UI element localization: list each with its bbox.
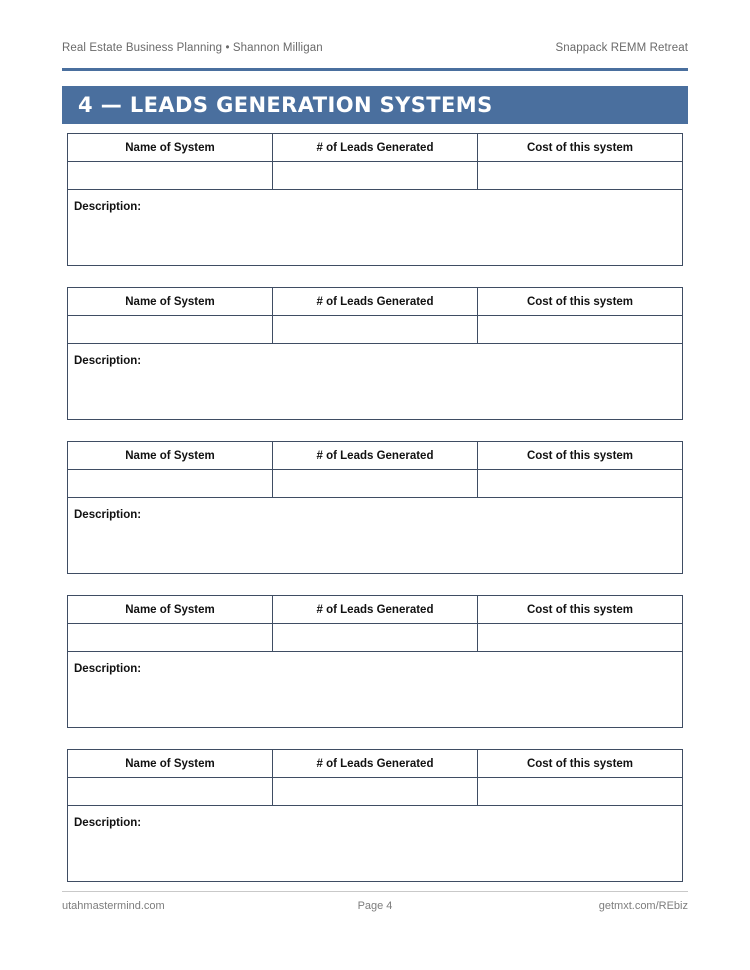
table-input-row[interactable]: [67, 623, 683, 652]
description-field[interactable]: [67, 806, 683, 882]
header-right-text: Snappack REMM Retreat: [555, 42, 688, 54]
table-input-row[interactable]: [67, 469, 683, 498]
column-header-leads-generated: # of Leads Generated: [273, 442, 478, 469]
input-cost[interactable]: [478, 316, 682, 343]
column-header-leads-generated: # of Leads Generated: [273, 596, 478, 623]
description-label: Description:: [74, 663, 142, 675]
input-cost[interactable]: [478, 778, 682, 805]
table-header-row: [67, 749, 683, 777]
table-input-row[interactable]: [67, 315, 683, 344]
column-header-name-of-system: Name of System: [68, 288, 273, 315]
input-name-of-system[interactable]: [68, 778, 273, 805]
page-content: [62, 0, 688, 970]
column-header-name-of-system: Name of System: [68, 442, 273, 469]
input-leads-generated[interactable]: [273, 624, 478, 651]
page-header: [62, 42, 688, 68]
footer-left-link[interactable]: utahmastermind.com: [62, 900, 165, 912]
table-header-row: [67, 595, 683, 623]
column-header-name-of-system: Name of System: [68, 134, 273, 161]
column-header-leads-generated: # of Leads Generated: [273, 288, 478, 315]
description-label: Description:: [74, 509, 142, 521]
footer-page-number: Page 4: [357, 900, 393, 912]
column-header-cost: Cost of this system: [526, 141, 634, 154]
column-header-cost: Cost of this system: [526, 449, 634, 462]
column-header-cost: Cost of this system: [526, 757, 634, 770]
leads-systems-list: [67, 133, 683, 903]
input-leads-generated[interactable]: [273, 316, 478, 343]
table-header-row: [67, 441, 683, 469]
section-title-bar: [62, 86, 688, 124]
input-name-of-system[interactable]: [68, 470, 273, 497]
input-name-of-system[interactable]: [68, 624, 273, 651]
input-leads-generated[interactable]: [273, 162, 478, 189]
table-input-row[interactable]: [67, 777, 683, 806]
header-left-text: Real Estate Business Planning • Shannon Milligan: [62, 42, 323, 54]
column-header-cost: Cost of this system: [526, 603, 634, 616]
input-cost[interactable]: [478, 624, 682, 651]
input-cost[interactable]: [478, 470, 682, 497]
description-field[interactable]: [67, 652, 683, 728]
footer-divider: [62, 891, 688, 892]
description-label: Description:: [74, 201, 142, 213]
input-leads-generated[interactable]: [273, 470, 478, 497]
table-header-row: [67, 133, 683, 161]
column-header-leads-generated: # of Leads Generated: [273, 134, 478, 161]
description-field[interactable]: [67, 190, 683, 266]
input-name-of-system[interactable]: [68, 316, 273, 343]
lead-system-block: [67, 287, 683, 420]
lead-system-block: [67, 749, 683, 882]
lead-system-block: [67, 133, 683, 266]
column-header-leads-generated: # of Leads Generated: [273, 750, 478, 777]
input-cost[interactable]: [478, 162, 682, 189]
header-divider: [62, 68, 688, 71]
column-header-cost: Cost of this system: [526, 295, 634, 308]
lead-system-block: [67, 595, 683, 728]
page-footer: [62, 900, 688, 920]
column-header-name-of-system: Name of System: [68, 596, 273, 623]
page-title: 4 — LEADS GENERATION SYSTEMS: [78, 93, 493, 117]
description-label: Description:: [74, 355, 142, 367]
lead-system-block: [67, 441, 683, 574]
footer-right-link[interactable]: getmxt.com/REbiz: [598, 900, 688, 912]
description-field[interactable]: [67, 498, 683, 574]
description-field[interactable]: [67, 344, 683, 420]
description-label: Description:: [74, 817, 142, 829]
input-name-of-system[interactable]: [68, 162, 273, 189]
table-input-row[interactable]: [67, 161, 683, 190]
table-header-row: [67, 287, 683, 315]
column-header-name-of-system: Name of System: [68, 750, 273, 777]
input-leads-generated[interactable]: [273, 778, 478, 805]
